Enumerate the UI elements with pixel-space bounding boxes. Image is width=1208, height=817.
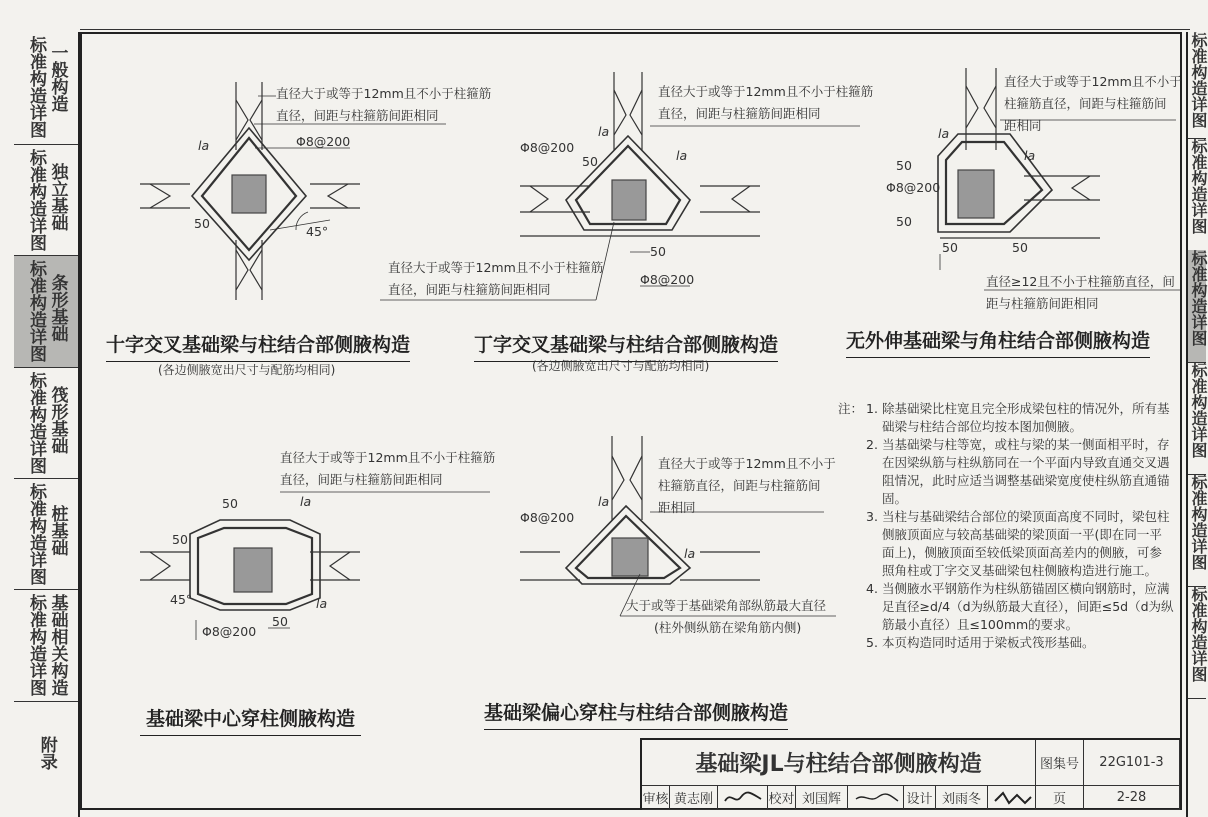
center-title: 基础梁中心穿柱侧腋构造: [146, 704, 355, 731]
tab-strip[interactable]: 标准构造详图 条形基础: [14, 256, 78, 368]
corner-la-b: la: [1024, 148, 1036, 163]
atlas-number: 22G101-3: [1084, 740, 1180, 786]
cross-angle: 45°: [306, 224, 329, 239]
t-subtitle: (各边侧腋宽出尺寸与配筋均相同): [532, 359, 710, 373]
corner-dim-50-a: 50: [896, 158, 912, 173]
note-item: 注： 1. 除基础梁比柱宽且完全形成梁包柱的情况外，所有基础梁与柱结合部位均按本图加侧腋。: [838, 401, 1170, 434]
t-stirrup-label-bottom: Φ8@200: [640, 272, 695, 287]
eccentric-note2-line1: 大于或等于基础梁角部纵筋最大直径: [626, 598, 827, 613]
center-la-a: la: [300, 494, 312, 509]
cross-title: 十字交叉基础梁与柱结合部侧腋构造: [106, 330, 410, 357]
t-stirrup-label-top: Φ8@200: [520, 140, 575, 155]
eccentric-la-a: la: [598, 494, 610, 509]
tab-general[interactable]: 标准构造详图 一般构造: [14, 32, 78, 145]
eccentric-title: 基础梁偏心穿柱与柱结合部侧腋构造: [484, 698, 788, 725]
drawing-title: 基础梁JL与柱结合部侧腋构造: [642, 740, 1036, 786]
check-signature: [848, 786, 904, 810]
note-item: 2. 当基础梁与柱等宽，或柱与梁的某一侧面相平时，存在因梁纵筋与柱纵筋同在一个平面内导致直通交叉遇阻情况，此时应适当调整基础梁宽度使柱纵筋直通锚固。: [866, 437, 1170, 506]
title-block: [640, 738, 1180, 810]
notes: [838, 400, 1174, 652]
check-label: 校对: [768, 786, 796, 810]
eccentric-la-b: la: [684, 546, 696, 561]
right-tab[interactable]: 标准构造详图: [1188, 138, 1206, 251]
t-dim-50-a: 50: [650, 244, 666, 259]
corner-note-line3: 距相同: [1004, 118, 1042, 133]
page-label: 页: [1036, 786, 1084, 810]
note-item: 4. 当侧腋水平钢筋作为柱纵筋锚固区横向钢筋时，应满足直径≥d/4（d为纵筋最大直径），间距≤5d（d为纵筋最小直径）且≤100mm的要求。: [866, 581, 1174, 632]
design-name: 刘雨冬: [936, 786, 988, 810]
center-stirrup-label: Φ8@200: [202, 624, 257, 639]
review-label: 审核: [642, 786, 670, 810]
cross-la-label: la: [198, 138, 210, 153]
design-label: 设计: [904, 786, 936, 810]
cross-dim-50: 50: [194, 216, 210, 231]
tab-raft[interactable]: 标准构造详图 筏形基础: [14, 368, 78, 479]
t-la-a: la: [598, 124, 610, 139]
t-dim-50-b: 50: [582, 154, 598, 169]
right-tab[interactable]: 标准构造详图: [1188, 362, 1206, 475]
corner-dim-50-b: 50: [896, 214, 912, 229]
tab-appendix[interactable]: 附录: [36, 736, 57, 770]
atlas-label: 图集号: [1036, 740, 1084, 786]
right-tab[interactable]: 标准构造详图: [1188, 250, 1206, 363]
eccentric-note-line1: 直径大于或等于12mm且不小于: [658, 456, 836, 471]
tab-pile[interactable]: 标准构造详图 桩基础: [14, 479, 78, 590]
eccentric-note2-line2: (柱外侧纵筋在梁角筋内侧): [654, 620, 802, 635]
center-dim-50-c: 50: [272, 614, 288, 629]
tab-isolated[interactable]: 标准构造详图 独立基础: [14, 145, 78, 256]
corner-dim-50-c: 50: [942, 240, 958, 255]
cross-subtitle: (各边侧腋宽出尺寸与配筋均相同): [158, 363, 336, 377]
cross-note-line2: 直径，间距与柱箍筋间距相同: [276, 108, 439, 123]
note-item: 5. 本页构造同时适用于梁板式筏形基础。: [866, 635, 1095, 650]
design-signature: [988, 786, 1036, 810]
t-note-line1: 直径大于或等于12mm且不小于柱箍筋: [658, 84, 874, 99]
center-dim-50-a: 50: [222, 496, 238, 511]
t-la-b: la: [676, 148, 688, 163]
center-angle: 45°: [170, 592, 193, 607]
note-item: 3. 当柱与基础梁结合部位的梁顶面高度不同时，梁包柱侧腋顶面应与较高基础梁的梁顶面一平(即在同一平面上)，侧腋顶面至较低梁顶面高差内的侧腋，可参照角柱或丁字交叉基础梁包柱侧腋构造进行施工。: [866, 509, 1170, 578]
t-note-line2: 直径，间距与柱箍筋间距相同: [658, 106, 821, 121]
review-name: 黄志刚: [670, 786, 718, 810]
eccentric-note-line3: 距相同: [658, 500, 696, 515]
t-note2-line2: 直径，间距与柱箍筋间距相同: [388, 282, 551, 297]
right-tab[interactable]: 标准构造详图: [1188, 32, 1206, 139]
corner-note2-line1: 直径≥12且不小于柱箍筋直径，间: [986, 274, 1175, 289]
eccentric-stirrup-label: Φ8@200: [520, 510, 575, 525]
corner-note-line2: 柱箍筋直径，间距与柱箍筋间: [1004, 96, 1167, 111]
check-name: 刘国辉: [796, 786, 848, 810]
right-tab[interactable]: 标准构造详图: [1188, 586, 1206, 699]
right-tab[interactable]: 标准构造详图: [1188, 474, 1206, 587]
center-pass-drawing: [140, 492, 490, 640]
page-number: 2-28: [1084, 786, 1180, 810]
eccentric-note-line2: 柱箍筋直径，间距与柱箍筋间: [658, 478, 821, 493]
corner-title: 无外伸基础梁与角柱结合部侧腋构造: [846, 326, 1150, 353]
center-la-b: la: [316, 596, 328, 611]
corner-dim-50-d: 50: [1012, 240, 1028, 255]
corner-stirrup-label: Φ8@200: [886, 180, 941, 195]
corner-note2-line2: 距与柱箍筋间距相同: [986, 296, 1099, 311]
t-title: 丁字交叉基础梁与柱结合部侧腋构造: [474, 330, 778, 357]
cross-note-line1: 直径大于或等于12mm且不小于柱箍筋: [276, 86, 492, 101]
tab-related[interactable]: 标准构造详图 基础相关构造: [14, 590, 78, 702]
t-note2-line1: 直径大于或等于12mm且不小于柱箍筋: [388, 260, 604, 275]
corner-note-line1: 直径大于或等于12mm且不小于: [1004, 74, 1182, 89]
center-note-line2: 直径，间距与柱箍筋间距相同: [280, 472, 443, 487]
center-note-line1: 直径大于或等于12mm且不小于柱箍筋: [280, 450, 496, 465]
cross-stirrup-label: Φ8@200: [296, 134, 351, 149]
center-dim-50-b: 50: [172, 532, 188, 547]
review-signature: [718, 786, 768, 810]
corner-la-a: la: [938, 126, 950, 141]
